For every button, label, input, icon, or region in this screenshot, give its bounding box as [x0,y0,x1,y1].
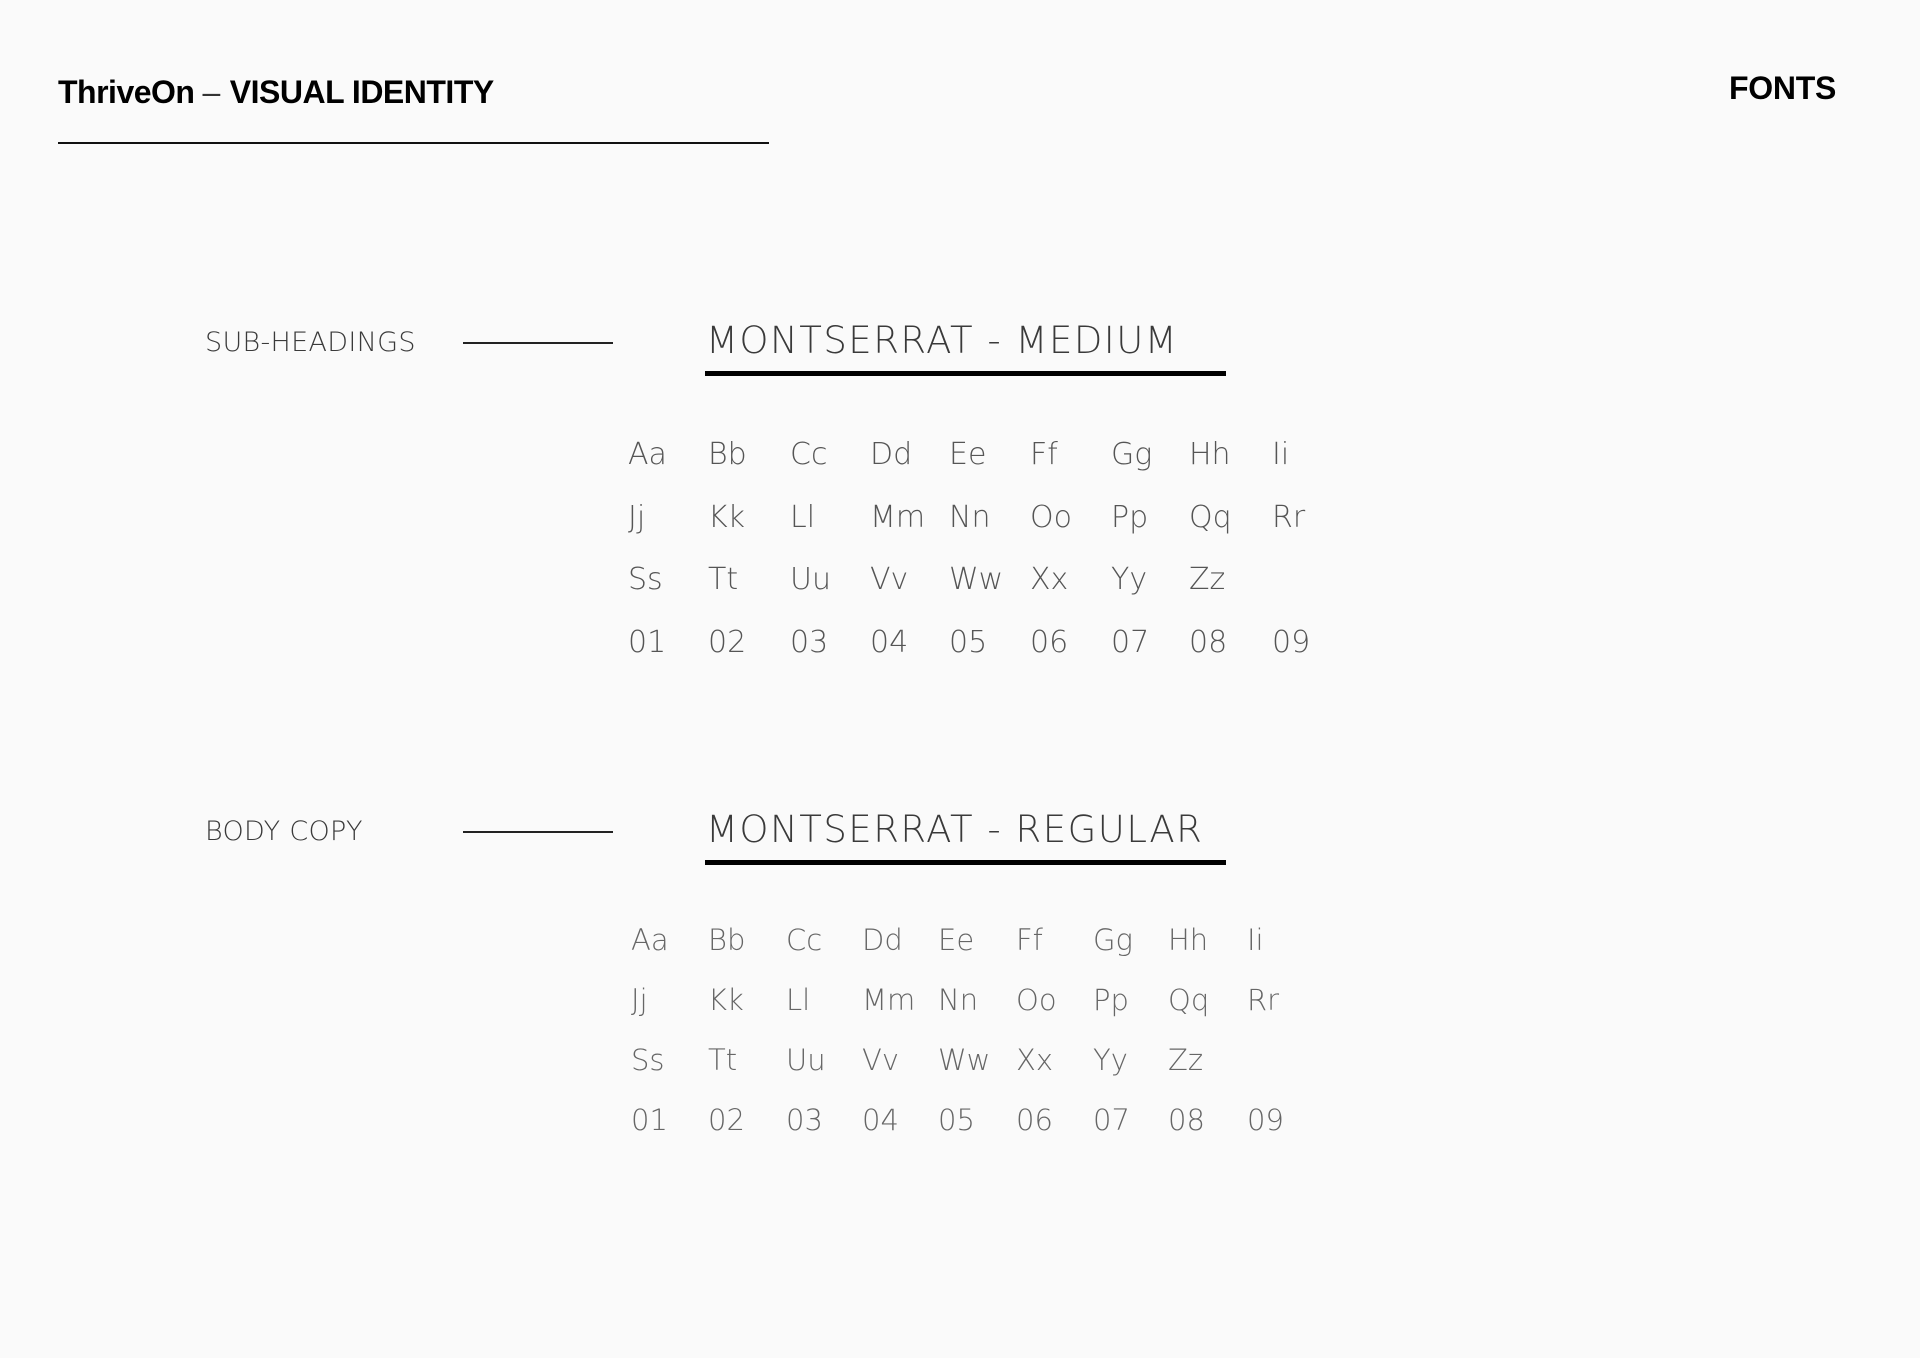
font-usage-label: SUB-HEADINGS [205,327,416,358]
glyph-sample: Ee [949,437,987,472]
glyph-sample: Pp [1093,983,1129,1017]
glyph-sample: Yy [1093,1043,1128,1077]
font-name-heading: MONTSERRAT - REGULAR [706,808,1204,851]
glyph-sample: 04 [862,1103,899,1137]
glyph-sample: 01 [628,624,667,660]
glyph-sample: Rr [1247,983,1280,1017]
glyph-sample: Rr [1272,499,1306,535]
glyph-sample: Bb [708,923,746,957]
glyph-sample: Ss [631,1043,665,1077]
glyph-sample: Xx [1030,562,1069,597]
glyph-sample: 06 [1030,624,1069,660]
usage-connector-line [463,342,613,344]
glyph-sample: 03 [786,1103,823,1137]
usage-connector-line [463,831,613,833]
glyph-sample: 08 [1168,1103,1205,1137]
glyph-sample: Ll [790,499,816,535]
glyph-sample: Gg [1111,437,1153,472]
glyph-sample: 02 [708,1103,745,1137]
glyph-sample: Qq [1189,499,1232,535]
glyph-sample: Uu [786,1043,826,1077]
glyph-sample: Ff [1030,437,1058,472]
glyph-sample: Tt [708,1043,738,1077]
glyph-sample: Ss [628,562,663,597]
glyph-sample: Ii [1272,437,1290,472]
glyph-sample: Kk [708,499,746,535]
glyph-sample: Zz [1189,562,1226,597]
glyph-sample: Ii [1247,923,1264,957]
glyph-sample: Bb [708,437,747,472]
glyph-sample: Vv [862,1043,900,1077]
glyph-sample: Aa [628,437,667,472]
glyph-sample: Jj [631,983,648,1017]
glyph-sample: 03 [790,624,829,660]
glyph-sample: 04 [870,624,909,660]
header-divider [58,142,769,144]
glyph-sample: Dd [862,923,903,957]
glyph-sample: Zz [1168,1043,1204,1077]
glyph-sample: 01 [631,1103,668,1137]
glyph-sample: Oo [1016,983,1057,1017]
glyph-sample: Uu [790,562,831,597]
glyph-sample: Cc [790,437,828,472]
glyph-sample: 09 [1247,1103,1284,1137]
title-separator: – [202,74,220,110]
glyph-sample: Qq [1168,983,1210,1017]
section-title: FONTS [1729,70,1836,106]
glyph-sample: Ww [949,562,1004,597]
glyph-sample: Mm [862,983,916,1017]
font-usage-label: BODY COPY [205,816,363,847]
glyph-sample: Oo [1030,499,1072,535]
glyph-sample: 05 [938,1103,975,1137]
glyph-sample: Ee [938,923,975,957]
font-name-underline [705,371,1226,376]
glyph-sample: Ff [1016,923,1043,957]
glyph-sample: Kk [708,983,744,1017]
glyph-sample: Ww [938,1043,991,1077]
glyph-sample: Nn [938,983,979,1017]
glyph-sample: Cc [786,923,823,957]
glyph-sample: Hh [1189,437,1231,472]
glyph-sample: Ll [786,983,811,1017]
glyph-sample: Aa [631,923,669,957]
glyph-sample: Xx [1016,1043,1054,1077]
page-header-title [58,74,494,111]
glyph-sample: Jj [628,499,646,535]
glyph-sample: Yy [1111,562,1148,597]
glyph-sample: Vv [870,562,909,597]
glyph-sample: Tt [708,562,739,597]
glyph-sample: 05 [949,624,988,660]
glyph-sample: 07 [1111,624,1150,660]
glyph-sample: Mm [870,499,926,535]
glyph-sample: 07 [1093,1103,1130,1137]
glyph-sample: Pp [1111,499,1149,535]
glyph-sample: Dd [870,437,913,472]
glyph-sample: Gg [1093,923,1133,957]
font-name-heading: MONTSERRAT - MEDIUM [706,319,1179,362]
glyph-sample: Nn [949,499,991,535]
glyph-sample: Hh [1168,923,1209,957]
glyph-sample: 06 [1016,1103,1053,1137]
glyph-sample: 08 [1189,624,1228,660]
document-title: VISUAL IDENTITY [229,74,494,110]
glyph-sample: 02 [708,624,747,660]
glyph-sample: 09 [1272,624,1311,660]
font-name-underline [705,860,1226,865]
brand-name: ThriveOn [58,74,195,110]
